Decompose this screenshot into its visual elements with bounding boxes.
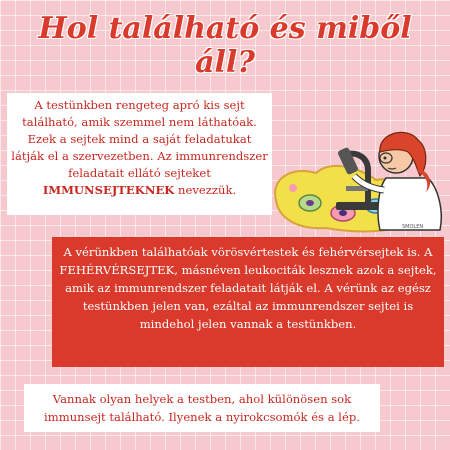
intro-text-end: nevezzük. — [174, 183, 237, 197]
microscope-base — [336, 202, 382, 210]
lymph-text: Vannak olyan helyek a testben, ahol különösen sok immunsejt található. Ilyenek a nyirokcsomók és a lép. — [44, 392, 360, 424]
intro-highlight: IMMUNSEJTEKNEK — [42, 183, 175, 197]
svg-text:SMOLEN: SMOLEN — [402, 224, 424, 230]
page-title — [0, 12, 450, 80]
title-line-1: Hol található és miből — [38, 11, 412, 46]
white-blood-cells-box — [52, 237, 444, 367]
title-line-2: áll? — [195, 45, 255, 80]
intro-text-box — [7, 93, 272, 215]
wbc-text: A vérünkben találhatóak vörösvértestek és fehérvérsejtek is. A — [63, 245, 433, 259]
scientist-microscope-icon — [268, 118, 448, 236]
intro-text: A testünkben rengeteg apró kis sejt található, amik szemmel nem láthatóak. Ezek a sejtek mind a saját feladatukat látják el a szervezetben. Az immunrendszer feladatait ellátó sejteket — [11, 98, 268, 180]
lymph-nodes-box — [24, 384, 380, 432]
scientist-coat — [378, 178, 441, 230]
wbc-text-end: , másnéven leukociták lesznek azok a sejtek, amik az immunrendszer feladatait látják el. A vérünk az egész testünkben jelen van, ezáltal az immunrendszer sejtei is mindehol jelen vannak a testünkben. — [65, 263, 437, 331]
wbc-highlight: FEHÉRVÉRSEJTEK — [59, 263, 175, 277]
